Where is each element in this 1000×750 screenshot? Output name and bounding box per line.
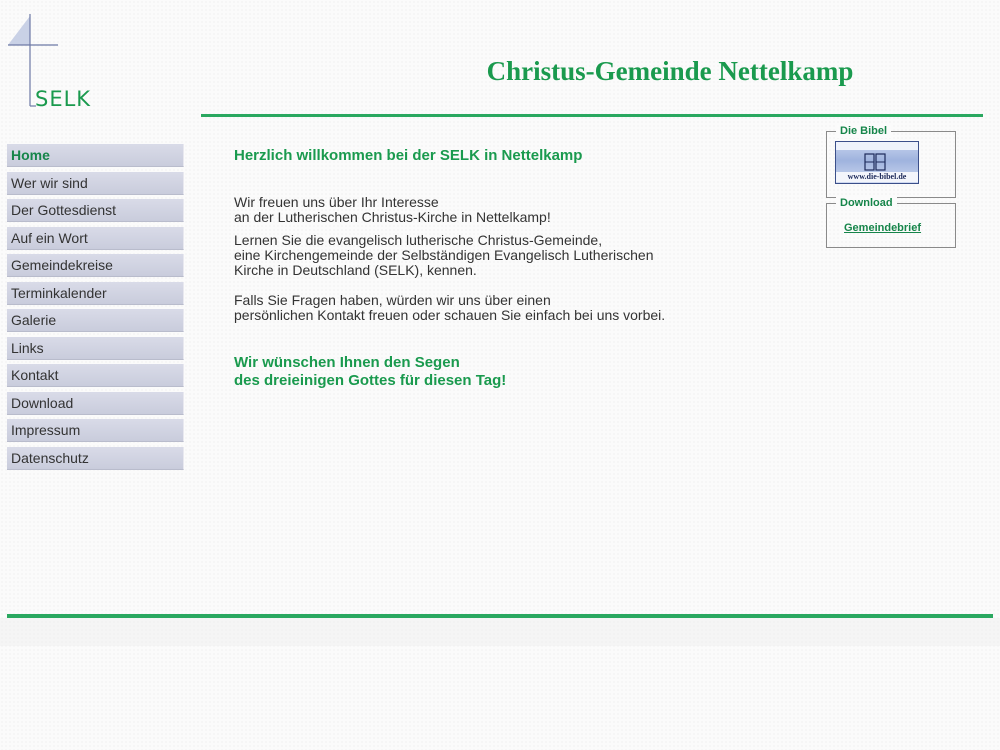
intro-paragraph: Wir freuen uns über Ihr Interesse an der Lutherischen Christus-Kirche in Nettelkamp! bbox=[234, 194, 551, 225]
bible-banner-link[interactable] bbox=[835, 141, 919, 184]
main-nav bbox=[7, 144, 184, 474]
gemeindebrief-link[interactable]: Gemeindebrief bbox=[844, 222, 922, 234]
nav-item-gemeindekreise[interactable]: Gemeindekreise bbox=[7, 254, 184, 277]
nav-item-datenschutz[interactable]: Datenschutz bbox=[7, 447, 184, 470]
nav-item-links[interactable]: Links bbox=[7, 337, 184, 360]
bible-book-icon bbox=[864, 153, 886, 171]
banner-strip bbox=[836, 142, 918, 150]
contact-paragraph: Falls Sie Fragen haben, würden wir uns über einen persönlichen Kontakt freuen oder schauen Sie einfach bei uns vorbei. bbox=[234, 292, 666, 323]
nav-item-impressum[interactable]: Impressum bbox=[7, 419, 184, 442]
about-paragraph: Lernen Sie die evangelisch lutherische Christus-Gemeinde, eine Kirchengemeinde der Selbständigen Evangelisch Lutherischen Kirche in Deutschland (SELK), kennen. bbox=[234, 232, 654, 278]
download-box bbox=[826, 197, 956, 248]
nav-item-auf-ein-wort[interactable]: Auf ein Wort bbox=[7, 227, 184, 250]
welcome-heading: Herzlich willkommen bei der SELK in Nettelkamp bbox=[234, 147, 583, 164]
page-title: Christus-Gemeinde Nettelkamp bbox=[486, 56, 854, 86]
nav-item-wer-wir-sind[interactable]: Wer wir sind bbox=[7, 172, 184, 195]
nav-item-gottesdienst[interactable]: Der Gottesdienst bbox=[7, 199, 184, 222]
selk-logo[interactable] bbox=[6, 14, 96, 110]
logo-text: SELK bbox=[35, 87, 92, 110]
download-box-legend: Download bbox=[836, 196, 897, 210]
bible-banner-url: www.die-bibel.de bbox=[836, 172, 918, 182]
bible-box-legend: Die Bibel bbox=[836, 124, 891, 138]
footer-band bbox=[0, 618, 1000, 646]
nav-item-download[interactable]: Download bbox=[7, 392, 184, 415]
nav-item-galerie[interactable]: Galerie bbox=[7, 309, 184, 332]
bible-box bbox=[826, 125, 956, 198]
nav-item-home[interactable]: Home bbox=[7, 144, 184, 167]
nav-item-terminkalender[interactable]: Terminkalender bbox=[7, 282, 184, 305]
main-content bbox=[234, 148, 794, 390]
cross-logo-icon bbox=[6, 14, 96, 110]
header-divider bbox=[201, 114, 983, 117]
nav-item-kontakt[interactable]: Kontakt bbox=[7, 364, 184, 387]
blessing-text: Wir wünschen Ihnen den Segen des dreieinigen Gottes für diesen Tag! bbox=[234, 354, 507, 389]
